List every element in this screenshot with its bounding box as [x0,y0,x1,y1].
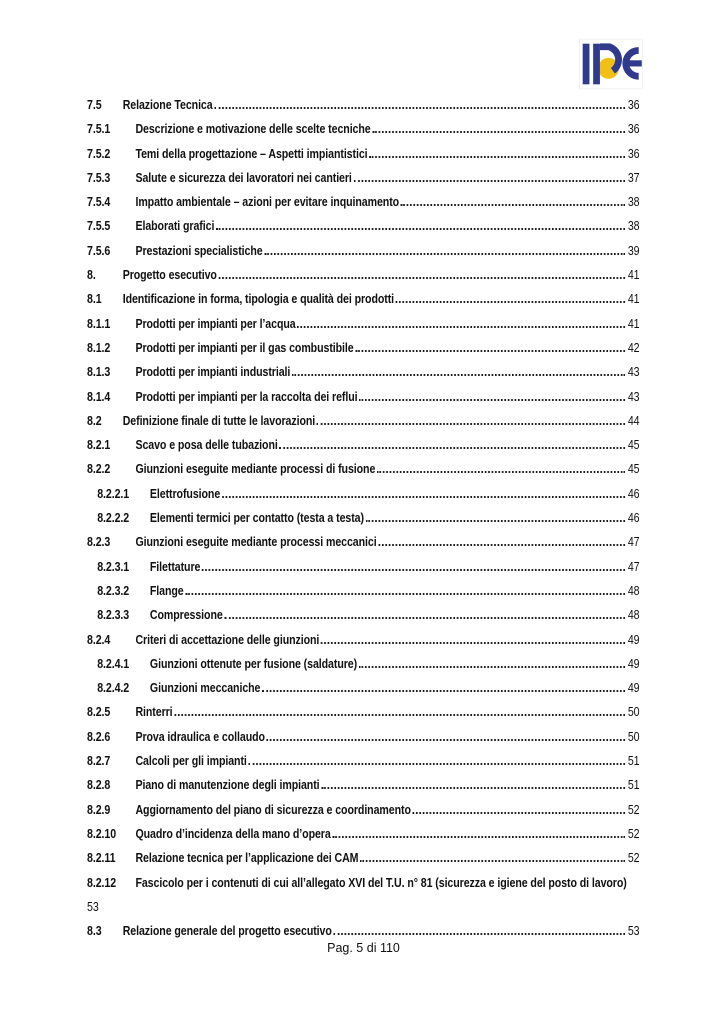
toc-leader-dots [378,544,625,546]
toc-entry-number: 8.2.10 [87,826,117,841]
toc-entry-page: 41 [627,292,640,307]
toc-leader-dots [369,156,625,158]
toc-entry [87,749,640,773]
toc-entry [87,214,640,238]
toc-entry [87,409,640,433]
logo-e-bar-icon [626,60,642,66]
toc-entry-title: Giunzioni eseguite mediante processi meccanici [135,535,377,550]
logo-p-stem-icon [593,44,600,85]
toc-entry-title: Temi della progettazione – Aspetti impiantistici [135,146,368,161]
toc-entry [87,312,640,336]
toc-leader-dots [333,933,625,935]
toc-entry-number: 8. [87,268,96,283]
toc-entry-number: 8.2.4.1 [97,656,130,671]
toc-entry-number: 8.2.9 [87,802,111,817]
ipe-logo [579,38,643,90]
toc-entry [87,336,640,360]
toc-entry-title: Prova idraulica e collaudo [135,729,265,744]
toc-entry [87,603,640,627]
toc-entry-page: 41 [627,316,640,331]
toc-entry-title: Relazione tecnica per l’applicazione dei CAM [135,851,359,866]
toc-entry-number: 8.2.4.2 [97,681,130,696]
toc-entry-number: 7.5.2 [87,146,111,161]
toc-entry-number: 8.2.8 [87,778,111,793]
toc-leader-dots [222,496,625,498]
toc-entry-title: Prodotti per impianti per il gas combustibile [135,340,354,355]
toc-entry-title: Giunzioni ottenute per fusione (saldature) [149,656,358,671]
toc-entry-page: 52 [627,802,640,817]
toc-entry [87,871,640,920]
toc-entry-title: Prestazioni specialistiche [135,243,263,258]
toc-entry-page: 45 [627,438,640,453]
toc-leader-dots [355,350,625,352]
toc-entry-page: 38 [627,219,640,234]
toc-entry-page: 49 [627,681,640,696]
toc-leader-dots [360,860,625,862]
toc-entry-number: 8.1.4 [87,389,111,404]
toc-entry [87,919,640,943]
toc-leader-dots [396,301,625,303]
toc-leader-dots [413,812,625,814]
toc-entry-number: 8.2.3 [87,535,111,550]
toc-entry-number: 7.5.3 [87,170,111,185]
toc-entry-number: 8.2.12 [87,875,117,890]
toc-entry-number: 8.2.4 [87,632,111,647]
toc-entry-number: 8.2.2.2 [97,511,130,526]
toc-leader-dots [174,714,625,716]
toc-leader-dots [332,836,625,838]
toc-entry [87,530,640,554]
toc-entry-title: Flange [149,583,184,598]
toc-entry-number: 8.2.11 [87,851,116,866]
toc-entry-title: Relazione Tecnica [122,98,213,112]
toc-entry-page: 36 [627,146,640,161]
toc-entry [87,360,640,384]
toc-entry [87,725,640,749]
toc-entry-number: 7.5 [87,98,102,112]
toc-entry [87,555,640,579]
toc-entry-page: 46 [627,511,640,526]
toc-entry-title: Identificazione in forma, tipologia e qualità dei prodotti [122,292,395,307]
toc-leader-dots [401,204,625,206]
toc-entry-title: Filettature [149,559,201,574]
toc-leader-dots [262,690,625,692]
toc-entry-title: Impatto ambientale – azioni per evitare inquinamento [135,195,400,210]
toc-entry-title: Giunzioni eseguite mediante processi di fusione [135,462,376,477]
toc-leader-dots [366,520,625,522]
toc-entry-page: 43 [627,389,640,404]
toc-leader-dots [214,107,625,109]
toc-entry-number: 8.3 [87,924,102,939]
toc-entry-page: 53 [627,924,640,939]
toc-leader-dots [377,471,625,473]
toc-leader-dots [292,374,625,376]
toc-leader-dots [202,569,625,571]
toc-leader-dots [279,447,625,449]
toc-entry-page: 43 [627,365,640,380]
toc-entry-number: 7.5.4 [87,195,111,210]
toc-entry-title: Prodotti per impianti per l’acqua [135,316,296,331]
toc-entry [87,93,640,117]
table-of-contents [87,93,640,943]
toc-leader-dots [267,739,625,741]
toc-entry-title: Descrizione e motivazione delle scelte tecniche [135,122,371,137]
toc-entry [87,579,640,603]
toc-entry-number: 8.2.7 [87,754,111,769]
toc-entry [87,457,640,481]
toc-entry-page: 36 [627,98,640,112]
toc-entry-title: Elaborati grafici [135,219,215,234]
toc-entry-title: Prodotti per impianti per la raccolta dei reflui [135,389,358,404]
toc-entry-number: 8.2.3.2 [97,583,130,598]
toc-leader-dots [321,642,625,644]
toc-entry [87,846,640,870]
toc-leader-dots [224,617,625,619]
toc-entry [87,287,640,311]
toc-entry-number: 8.2 [87,413,102,428]
toc-entry-page: 36 [627,122,640,137]
toc-leader-dots [216,228,625,230]
toc-entry-number: 7.5.5 [87,219,111,234]
toc-entry [87,700,640,724]
toc-leader-dots [321,787,625,789]
toc-leader-dots [248,763,625,765]
toc-entry-title: Criteri di accettazione delle giunzioni [135,632,320,647]
toc-entry-title: Fascicolo per i contenuti di cui all’allegato XVI del T.U. n° 81 (sicurezza e igiene del posto di lavoro) [135,875,627,890]
toc-leader-dots [185,593,625,595]
toc-entry-title: Calcoli per gli impianti [135,754,247,769]
toc-entry-number: 8.1.2 [87,340,111,355]
ipe-logo-graphic [579,38,643,90]
toc-entry [87,482,640,506]
toc-entry-page: 53 [87,899,99,914]
toc-leader-dots [219,277,626,279]
toc-entry [87,142,640,166]
toc-entry [87,822,640,846]
toc-entry-page: 52 [627,826,640,841]
toc-entry [87,506,640,530]
toc-entry [87,628,640,652]
toc-entry-number: 8.1 [87,292,102,307]
toc-entry-page: 49 [627,632,640,647]
toc-entry-number: 8.2.5 [87,705,111,720]
toc-leader-dots [354,180,626,182]
toc-leader-dots [317,423,625,425]
toc-entry-title: Relazione generale del progetto esecutivo [122,924,332,939]
toc-entry-page: 48 [627,608,640,623]
toc-entry [87,773,640,797]
toc-entry-page: 49 [627,656,640,671]
toc-entry-title: Quadro d’incidenza della mano d’opera [135,826,331,841]
toc-entry-page: 42 [627,340,640,355]
logo-i-bar-icon [583,44,590,85]
toc-entry-title: Prodotti per impianti industriali [135,365,291,380]
toc-entry-page: 37 [627,170,640,185]
toc-entry [87,798,640,822]
toc-entry-page: 45 [627,462,640,477]
toc-entry-title: Aggiornamento del piano di sicurezza e coordinamento [135,802,411,817]
page-footer: Pag. 5 di 110 [327,941,400,955]
toc-entry-page: 44 [627,413,640,428]
toc-leader-dots [359,666,625,668]
toc-entry-page: 47 [627,559,640,574]
toc-entry-number: 7.5.1 [87,122,111,137]
toc-entry [87,652,640,676]
toc-entry [87,166,640,190]
toc-entry-number: 8.2.6 [87,729,111,744]
toc-leader-dots [372,131,625,133]
toc-entry [87,263,640,287]
toc-entry-number: 8.2.2 [87,462,111,477]
toc-leader-dots [359,399,625,401]
toc-entry-page: 51 [627,754,640,769]
toc-entry-title: Definizione finale di tutte le lavorazioni [122,413,316,428]
toc-entry-page: 51 [627,778,640,793]
toc-entry-page: 47 [627,535,640,550]
toc-entry-number: 8.1.1 [87,316,111,331]
toc-entry-title: Giunzioni meccaniche [149,681,261,696]
toc-entry-page: 50 [627,705,640,720]
toc-entry-page: 39 [627,243,640,258]
toc-entry-number: 8.2.1 [87,438,111,453]
toc-entry-page: 46 [627,486,640,501]
toc-entry-number: 8.2.3.1 [97,559,130,574]
toc-entry-number: 8.1.3 [87,365,111,380]
toc-entry-page: 41 [627,268,640,283]
toc-entry [87,239,640,263]
toc-entry-page: 38 [627,195,640,210]
toc-entry [87,676,640,700]
toc-entry [87,117,640,141]
toc-entry-page: 52 [627,851,640,866]
toc-entry-number: 7.5.6 [87,243,111,258]
toc-entry-number: 8.2.3.3 [97,608,130,623]
toc-entry [87,385,640,409]
toc-entry-title: Rinterri [135,705,173,720]
toc-entry-title: Piano di manutenzione degli impianti [135,778,320,793]
toc-entry-title: Elettrofusione [149,486,221,501]
toc-leader-dots [297,326,625,328]
toc-leader-dots [264,253,625,255]
toc-entry-title: Elementi termici per contatto (testa a testa) [149,511,364,526]
toc-entry [87,190,640,214]
toc-entry [87,433,640,457]
toc-entry-title: Salute e sicurezza dei lavoratori nei cantieri [135,170,352,185]
toc-entry-title: Compressione [149,608,223,623]
toc-entry-title: Scavo e posa delle tubazioni [135,438,278,453]
toc-entry-number: 8.2.2.1 [97,486,130,501]
toc-entry-title: Progetto esecutivo [122,268,217,283]
toc-entry-page: 48 [627,583,640,598]
toc-entry-page: 50 [627,729,640,744]
